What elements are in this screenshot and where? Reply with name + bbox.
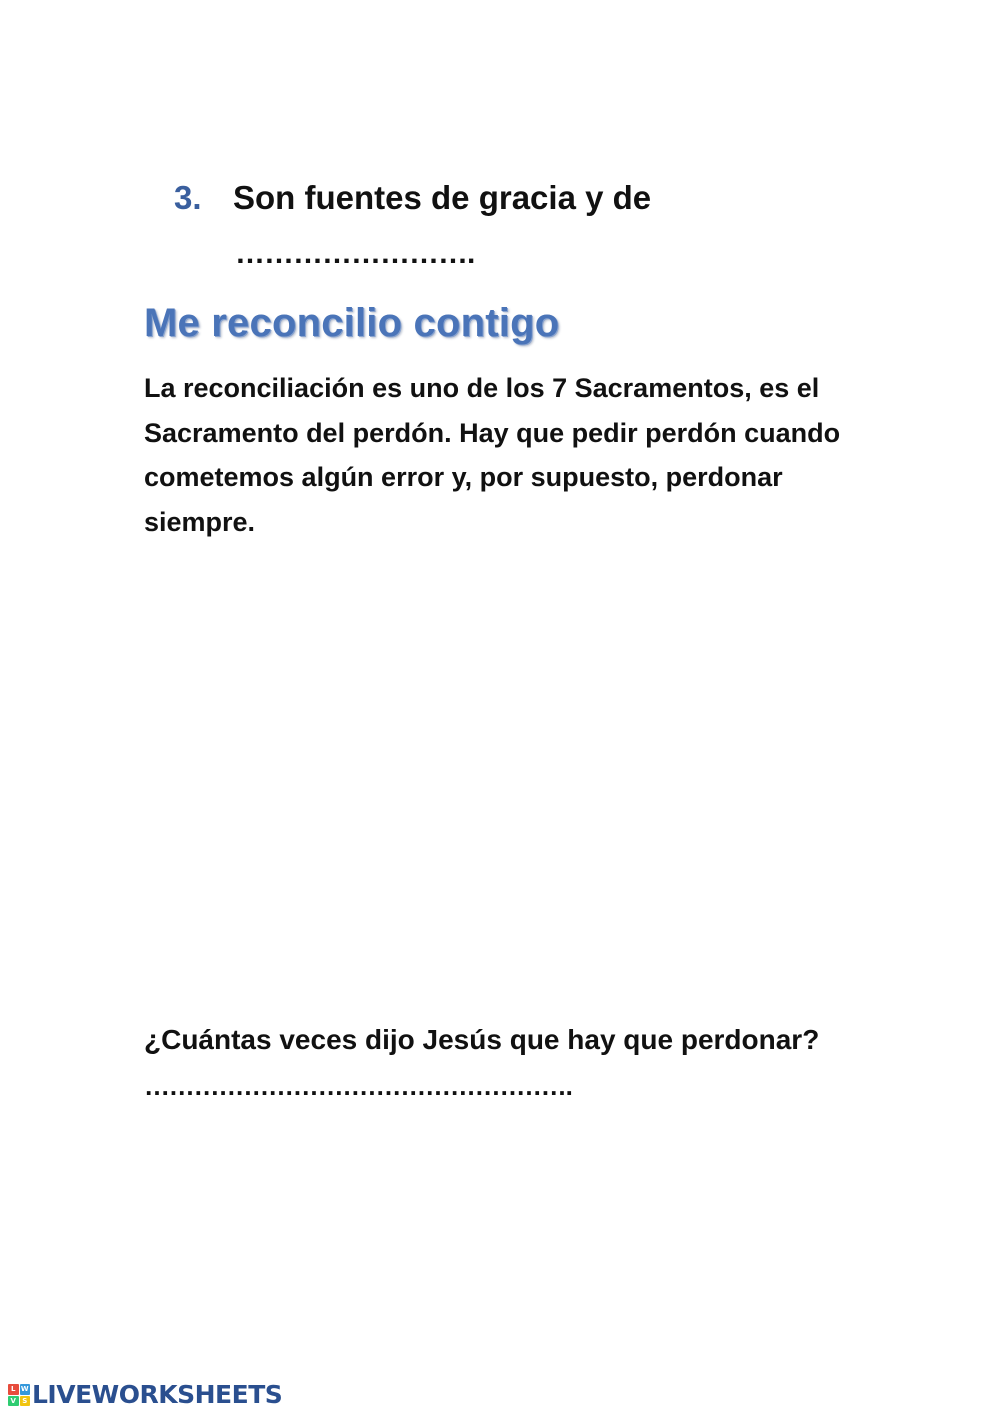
logo-text: LIVEWORKSHEETS xyxy=(32,1380,283,1409)
section-paragraph: La reconciliación es uno de los 7 Sacramentos, es el Sacramento del perdón. Hay que pedir perdón cuando cometemos algún error y, por supuesto, perdonar siempre. xyxy=(144,373,841,537)
list-item-number: 3. xyxy=(174,179,202,216)
answer-blank-2[interactable]: ……………………………………………. xyxy=(144,1071,572,1101)
section-title: Me reconcilio contigo xyxy=(144,301,560,345)
list-item-text: Son fuentes de gracia y de xyxy=(233,179,652,216)
liveworksheets-logo[interactable] xyxy=(8,1380,282,1410)
question-text: ¿Cuántas veces dijo Jesús que hay que perdonar? xyxy=(144,1024,820,1055)
logo-tile: W xyxy=(20,1385,29,1393)
logo-tile: V xyxy=(8,1396,19,1407)
logo-tile: S xyxy=(20,1396,31,1407)
logo-icon xyxy=(8,1384,30,1406)
answer-blank-1[interactable]: ……………………. xyxy=(235,237,475,270)
logo-tile: L xyxy=(8,1384,19,1395)
